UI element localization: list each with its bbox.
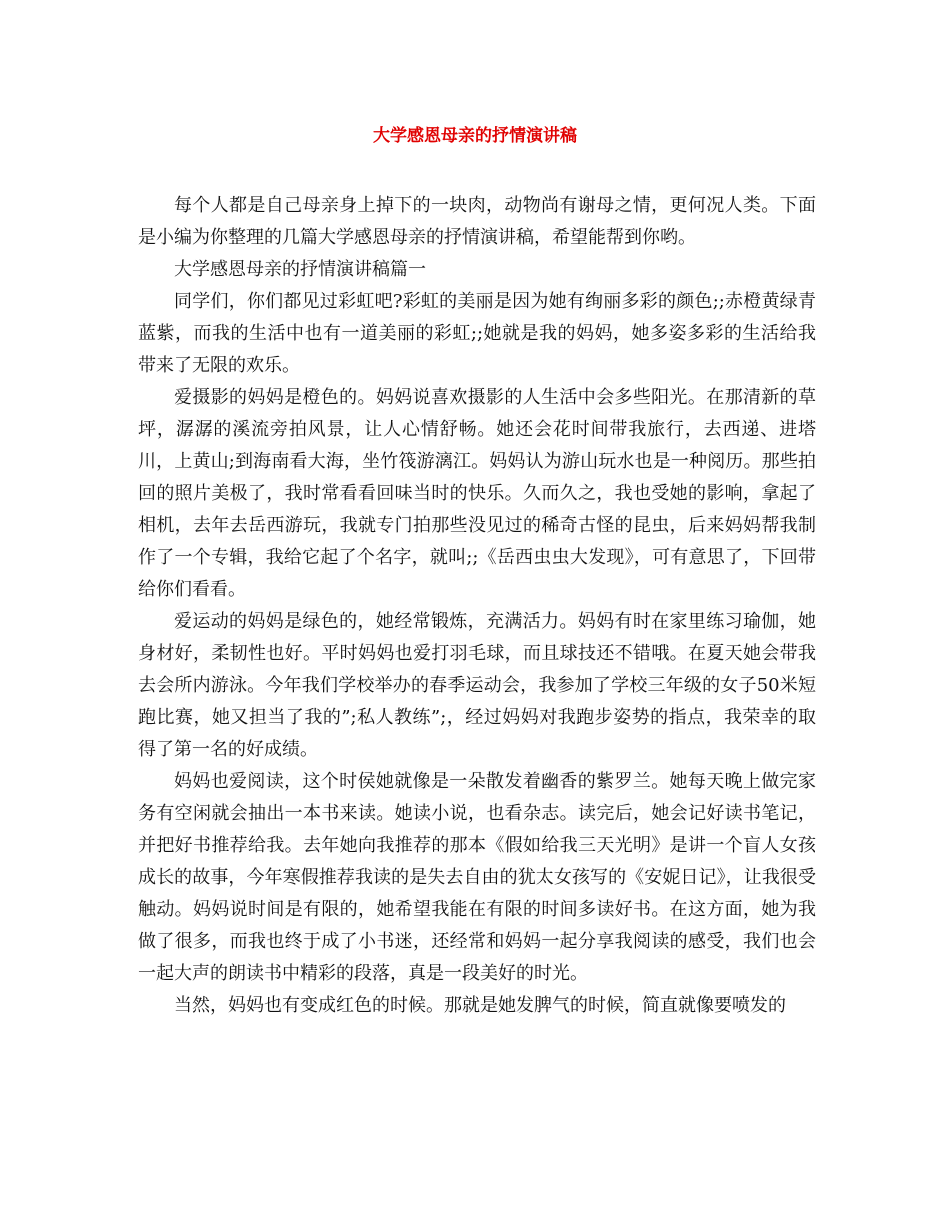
paragraph-photography: 爱摄影的妈妈是橙色的。妈妈说喜欢摄影的人生活中会多些阳光。在那清新的草坪，潺潺的溪流旁拍风景，让人心情舒畅。她还会花时间带我旅行，去西递、进塔川，上黄山;到海南看大海，坐竹筏游漓江。妈妈认为游山玩水也是一种阅历。那些拍回的照片美极了，我时常看看回味当时的快乐。久而久之，我也受她的影响，拿起了相机，去年去岳西游玩，我就专门拍那些没见过的稀奇古怪的昆虫，后来妈妈帮我制作了一个专辑，我给它起了个名字，就叫;;《岳西虫虫大发现》，可有意思了，下回带给你们看看。 — [138, 387, 816, 600]
document-body — [138, 190, 816, 1022]
paragraph-red: 当然，妈妈也有变成红色的时候。那就是她发脾气的时候，简直就像要喷发的 — [174, 995, 786, 1016]
document-title: 大学感恩母亲的抒情演讲稿 — [373, 126, 577, 146]
paragraph-reading: 妈妈也爱阅读，这个时侯她就像是一朵散发着幽香的紫罗兰。她每天晚上做完家务有空闲就会抽出一本书来读。她读小说，也看杂志。读完后，她会记好读书笔记，并把好书推荐给我。去年她向我推荐的那本《假如给我三天光明》是讲一个盲人女孩成长的故事，今年寒假推荐我读的是失去自由的犹太女孩写的《安妮日记》，让我很受触动。妈妈说时间是有限的，她希望我能在有限的时间多读好书。在这方面，她为我做了很多，而我也终于成了小书迷，还经常和妈妈一起分享我阅读的感受，我们也会一起大声的朗读书中精彩的段落，真是一段美好的时光。 — [138, 771, 816, 984]
paragraph-intro: 每个人都是自己母亲身上掉下的一块肉，动物尚有谢母之情，更何况人类。下面是小编为你整理的几篇大学感恩母亲的抒情演讲稿，希望能帮到你哟。 — [138, 195, 816, 248]
section-heading: 大学感恩母亲的抒情演讲稿篇一 — [174, 259, 426, 280]
paragraph-rainbow: 同学们，你们都见过彩虹吧?彩虹的美丽是因为她有绚丽多彩的颜色;;赤橙黄绿青蓝紫，而我的生活中也有一道美丽的彩虹;;她就是我的妈妈，她多姿多彩的生活给我带来了无限的欢乐。 — [138, 291, 816, 376]
paragraph-sports: 爱运动的妈妈是绿色的，她经常锻炼，充满活力。妈妈有时在家里练习瑜伽，她身材好，柔韧性也好。平时妈妈也爱打羽毛球，而且球技还不错哦。在夏天她会带我去会所内游泳。今年我们学校举办的春季运动会，我参加了学校三年级的女子50米短跑比赛，她又担当了我的”;私人教练”;，经过妈妈对我跑步姿势的指点，我荣幸的取得了第一名的好成绩。 — [138, 611, 816, 760]
